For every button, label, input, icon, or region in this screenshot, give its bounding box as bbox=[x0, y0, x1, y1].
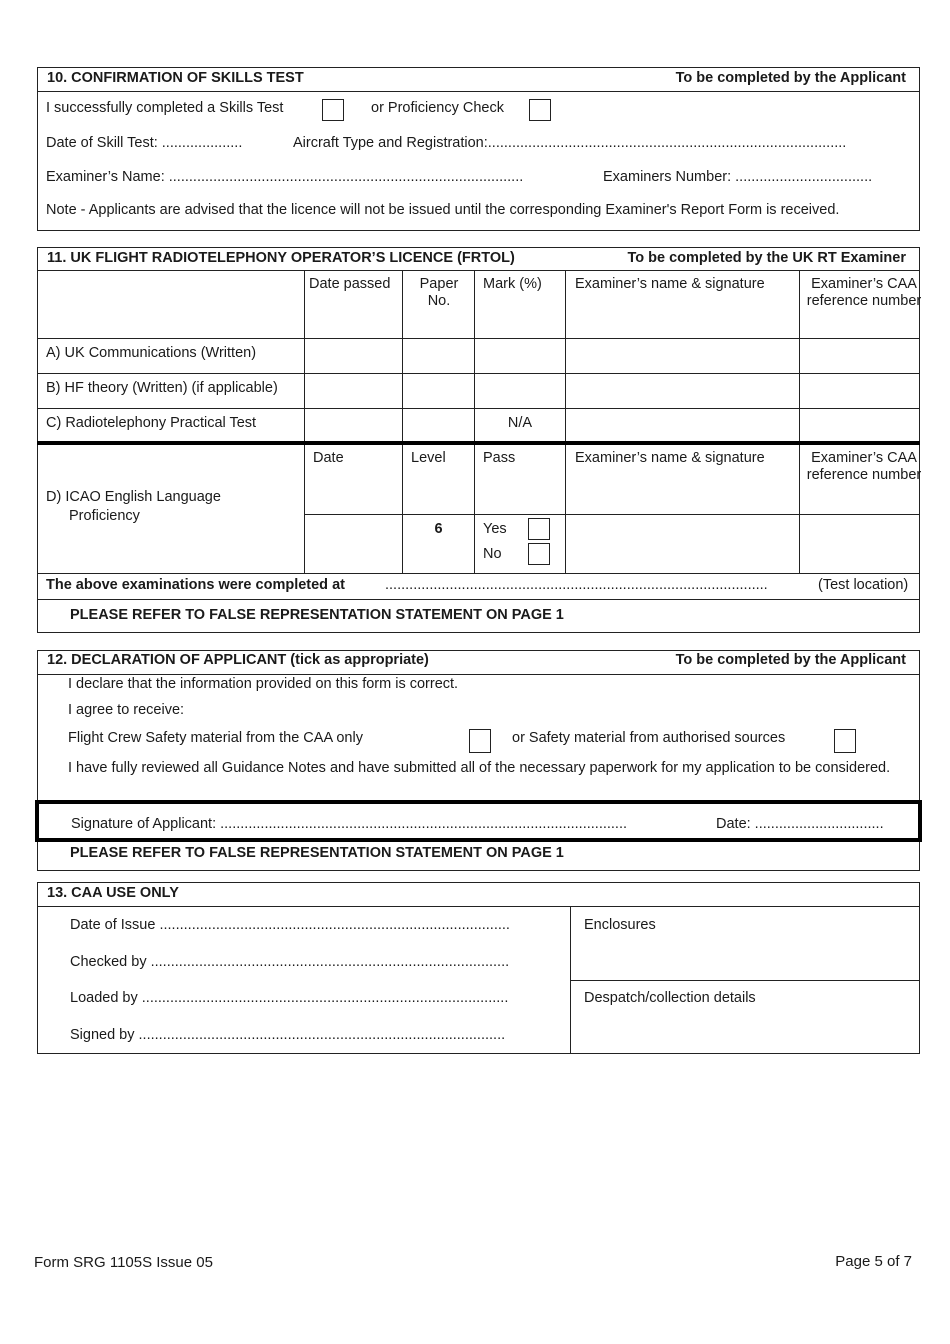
agree-text: I agree to receive: bbox=[68, 702, 185, 718]
divider bbox=[565, 270, 566, 574]
section-10-responsibility: To be completed by the Applicant bbox=[675, 70, 906, 86]
signed-by-field[interactable]: Signed by ........................................................................................... bbox=[70, 1027, 506, 1043]
d-col-caa-ref: Examiner’s CAA reference number bbox=[806, 450, 922, 483]
row-d-label: D) ICAO English Language bbox=[46, 489, 221, 505]
applicant-signature-field[interactable]: Signature of Applicant: ..................................................................................................... bbox=[71, 816, 628, 832]
reviewed-text: I have fully reviewed all Guidance Notes and have submitted all of the necessary paperwork for my application to be considered. bbox=[68, 760, 891, 776]
pass-yes-label: Yes bbox=[483, 521, 507, 537]
divider bbox=[37, 270, 920, 271]
caa-only-label: Flight Crew Safety material from the CAA only bbox=[68, 730, 363, 746]
test-location-label: (Test location) bbox=[818, 577, 909, 593]
examiner-number-field[interactable]: Examiners Number: .................................. bbox=[603, 169, 873, 185]
section-11-responsibility: To be completed by the UK RT Examiner bbox=[627, 250, 906, 266]
section-12-title: 12. DECLARATION OF APPLICANT (tick as appropriate) bbox=[47, 652, 429, 668]
level-value: 6 bbox=[434, 521, 443, 537]
section-13-title: 13. CAA USE ONLY bbox=[47, 885, 179, 901]
d-col-date: Date bbox=[313, 450, 344, 466]
col-caa-ref: Examiner’s CAA reference number bbox=[806, 276, 922, 309]
divider bbox=[304, 270, 305, 574]
d-col-pass: Pass bbox=[483, 450, 516, 466]
divider bbox=[37, 441, 920, 445]
pass-no-checkbox[interactable] bbox=[528, 543, 550, 565]
divider bbox=[304, 514, 920, 515]
false-representation-notice: PLEASE REFER TO FALSE REPRESENTATION STATEMENT ON PAGE 1 bbox=[70, 607, 564, 623]
test-location-field[interactable]: ............................................................................................... bbox=[385, 577, 768, 593]
caa-only-checkbox[interactable] bbox=[469, 729, 491, 753]
authorised-sources-label: or Safety material from authorised sources bbox=[512, 730, 786, 746]
completed-at-label: The above examinations were completed at bbox=[46, 577, 345, 593]
enclosures-label: Enclosures bbox=[584, 917, 656, 933]
section-12-responsibility: To be completed by the Applicant bbox=[675, 652, 906, 668]
pass-yes-checkbox[interactable] bbox=[528, 518, 550, 540]
checked-by-field[interactable]: Checked by ......................................................................................... bbox=[70, 954, 510, 970]
divider bbox=[37, 91, 920, 92]
loaded-by-field[interactable]: Loaded by ........................................................................................... bbox=[70, 990, 509, 1006]
d-col-examiner: Examiner’s name & signature bbox=[575, 450, 765, 466]
divider bbox=[37, 599, 920, 600]
page-number: Page 5 of 7 bbox=[835, 1253, 912, 1270]
form-number: Form SRG 1105S Issue 05 bbox=[34, 1254, 213, 1271]
despatch-label: Despatch/collection details bbox=[584, 990, 756, 1006]
divider bbox=[37, 906, 920, 907]
section-10-title: 10. CONFIRMATION OF SKILLS TEST bbox=[47, 70, 304, 86]
col-date-passed: Date passed bbox=[309, 276, 391, 292]
skills-test-checkbox[interactable] bbox=[322, 99, 344, 121]
divider bbox=[37, 373, 920, 374]
section-11-title: 11. UK FLIGHT RADIOTELEPHONY OPERATOR’S LICENCE (FRTOL) bbox=[47, 250, 515, 266]
false-representation-notice: PLEASE REFER TO FALSE REPRESENTATION STATEMENT ON PAGE 1 bbox=[70, 845, 564, 861]
skills-test-label: I successfully completed a Skills Test bbox=[46, 100, 284, 116]
divider bbox=[37, 674, 920, 675]
proficiency-check-label: or Proficiency Check bbox=[371, 100, 504, 116]
col-examiner: Examiner’s name & signature bbox=[575, 276, 765, 292]
row-a-label: A) UK Communications (Written) bbox=[46, 345, 257, 361]
applicant-date-field[interactable]: Date: ................................ bbox=[716, 816, 884, 832]
section-11 bbox=[37, 247, 920, 633]
col-mark: Mark (%) bbox=[483, 276, 542, 292]
aircraft-type-field[interactable]: Aircraft Type and Registration:......................................................................................... bbox=[293, 135, 847, 151]
note-text: Note - Applicants are advised that the licence will not be issued until the corresponding Examiner's Report Form is received. bbox=[46, 202, 840, 218]
divider bbox=[37, 573, 920, 574]
row-c-mark: N/A bbox=[507, 415, 533, 431]
skill-test-date-field[interactable]: Date of Skill Test: .................... bbox=[46, 135, 243, 151]
proficiency-check-checkbox[interactable] bbox=[529, 99, 551, 121]
examiner-name-field[interactable]: Examiner’s Name: ........................................................................................ bbox=[46, 169, 524, 185]
d-col-level: Level bbox=[411, 450, 446, 466]
divider bbox=[37, 338, 920, 339]
row-c-label: C) Radiotelephony Practical Test bbox=[46, 415, 257, 431]
declare-text: I declare that the information provided on this form is correct. bbox=[68, 676, 459, 692]
row-b-label: B) HF theory (Written) (if applicable) bbox=[46, 380, 278, 396]
divider bbox=[37, 408, 920, 409]
authorised-sources-checkbox[interactable] bbox=[834, 729, 856, 753]
col-paper-no: Paper No. bbox=[419, 276, 459, 309]
divider bbox=[570, 980, 920, 981]
divider bbox=[799, 270, 800, 574]
row-d-label-2: Proficiency bbox=[69, 508, 140, 524]
date-of-issue-field[interactable]: Date of Issue ....................................................................................... bbox=[70, 917, 510, 933]
pass-no-label: No bbox=[483, 546, 502, 562]
